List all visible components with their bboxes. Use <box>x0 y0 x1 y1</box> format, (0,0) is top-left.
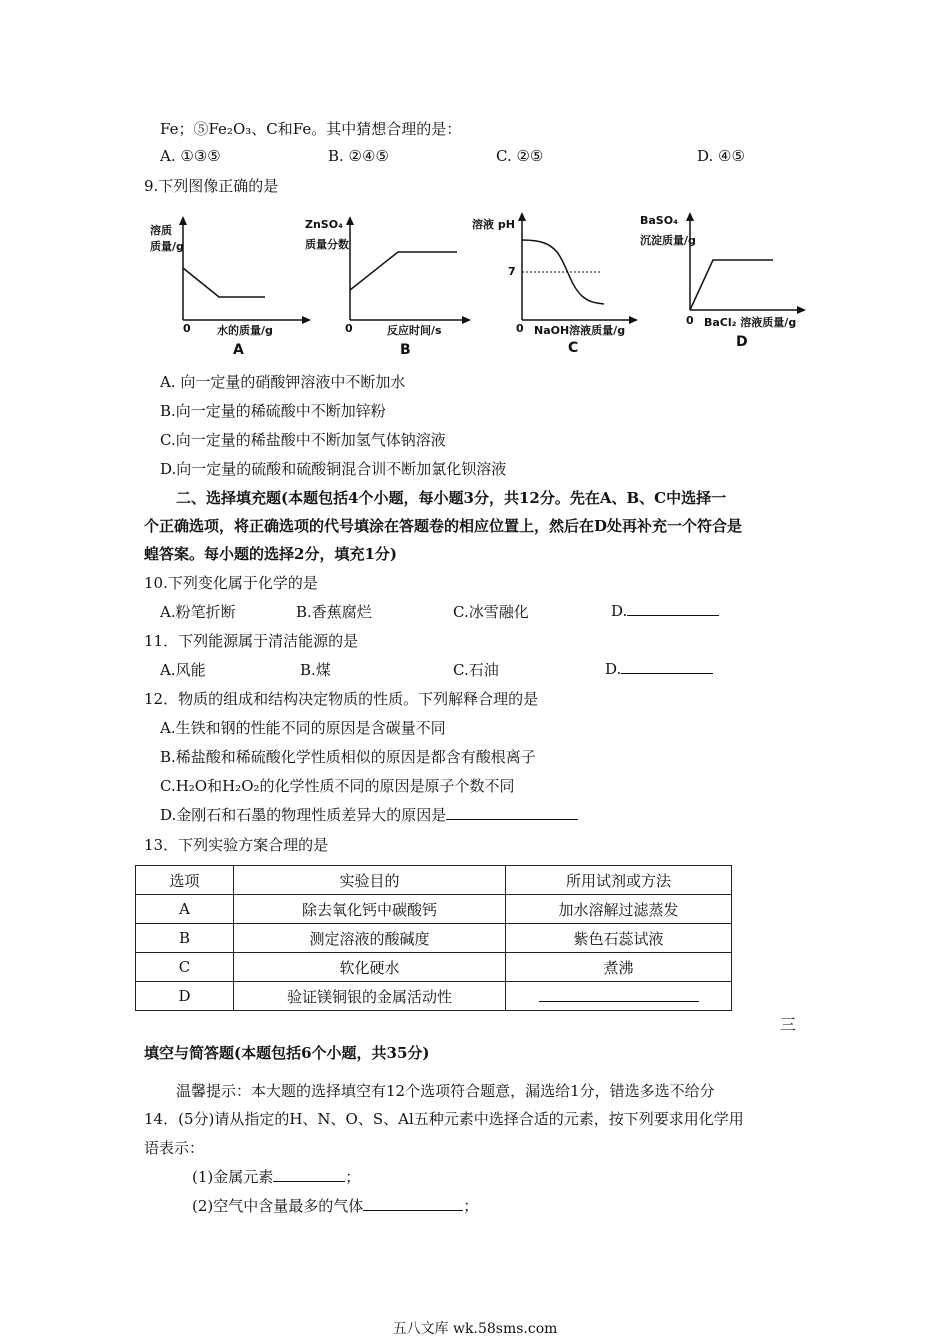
table-header-option: 选项 <box>136 866 234 895</box>
section3-title: 填空与简答题(本题包括6个小题，共35分) <box>144 1044 430 1062</box>
graph-d-x-arrow <box>797 306 806 314</box>
graph-c <box>472 210 642 360</box>
graph-d-letter: D <box>736 334 748 350</box>
graph-b-letter: B <box>400 342 411 358</box>
q8-continuation: Fe；⑤Fe₂O₃、C和Fe。其中猜想合理的是： <box>160 120 462 138</box>
q10-option-a: A.粉笔折断 <box>160 603 236 621</box>
graph-c-xlabel: NaOH溶液质量/g <box>534 324 626 337</box>
graph-a-xlabel: 水的质量/g <box>217 324 273 337</box>
graph-d <box>640 210 810 360</box>
q14-sub-1-end: ； <box>345 1168 361 1186</box>
graph-d-curve <box>690 260 773 310</box>
graph-d-xlabel: BaCl₂ 溶液质量/g <box>704 316 797 329</box>
graph-c-ylabel-1: 溶液 pH <box>472 218 515 231</box>
q10-option-d-label: D. <box>611 602 628 620</box>
q10-stem: 10.下列变化属于化学的是 <box>144 574 318 592</box>
q11-option-b: B.煤 <box>300 661 331 679</box>
q11-stem: 11．下列能源属于清洁能源的是 <box>144 632 359 650</box>
graph-a <box>145 210 315 360</box>
q12-option-a: A.生铁和钢的性能不同的原因是含碳量不同 <box>160 719 446 737</box>
q12-option-d-label: D.金刚石和石墨的物理性质差异大的原因是 <box>160 806 447 824</box>
table-header-row <box>136 866 732 895</box>
table-cell: 测定溶液的酸碱度 <box>234 924 506 953</box>
graph-a-ylabel-1: 溶质 <box>150 224 172 237</box>
q8-option-a: A. ①③⑤ <box>160 147 221 165</box>
graph-b-xlabel: 反应时间/s <box>387 324 442 337</box>
q14-sub-2-label: (2)空气中含量最多的气体 <box>192 1197 364 1215</box>
q10-option-c: C.冰雪融化 <box>453 603 529 621</box>
section3-tip: 温馨提示：本大题的选择填空有12个选项符合题意，漏选给1分，错选多选不给分 <box>176 1082 715 1100</box>
q11-option-d <box>605 659 713 678</box>
q12-answer-blank[interactable] <box>446 805 578 820</box>
q8-option-b: B. ②④⑤ <box>328 147 389 165</box>
q12-stem: 12．物质的组成和结构决定物质的性质。下列解释合理的是 <box>144 690 539 708</box>
q12-option-c: C.H₂O和H₂O₂的化学性质不同的原因是原子个数不同 <box>160 777 515 795</box>
q14-stem-line-1: 14．(5分)请从指定的H、N、O、S、Al五种元素中选择合适的元素，按下列要求用化学用 <box>144 1110 744 1128</box>
graph-b <box>305 210 475 360</box>
q14-sub-2-end: ； <box>463 1197 479 1215</box>
graph-d-ylabel-1: BaSO₄ <box>640 214 678 227</box>
graph-d-origin: 0 <box>686 314 694 327</box>
graph-a-ylabel-2: 质量/g <box>150 240 184 253</box>
graph-b-origin: 0 <box>345 322 353 335</box>
q14-stem-line-2: 语表示： <box>144 1139 205 1157</box>
table-header-purpose: 实验目的 <box>234 866 506 895</box>
graph-c-origin: 0 <box>516 322 524 335</box>
q13-stem: 13．下列实验方案合理的是 <box>144 836 329 854</box>
graph-b-y-arrow <box>346 216 354 225</box>
section2-line-1: 二、选择填充题(本题包括4个小题，每小题3分，共12分。先在A、B、C中选择一 <box>176 489 727 507</box>
graph-a-curve <box>183 268 265 297</box>
section3-number: 三 <box>780 1015 797 1034</box>
q11-option-c: C.石油 <box>453 661 499 679</box>
table-cell: B <box>136 924 234 953</box>
graph-b-ylabel-2: 质量分数 <box>305 238 349 251</box>
q10-answer-blank[interactable] <box>627 601 719 616</box>
table-cell: 加水溶解过滤蒸发 <box>506 895 732 924</box>
q14-sub-1 <box>192 1166 360 1187</box>
q9-option-a: A. 向一定量的硝酸钾溶液中不断加水 <box>160 373 406 391</box>
q14-sub-2-blank[interactable] <box>363 1196 463 1211</box>
q9-option-d: D.向一定量的硫酸和硫酸铜混合训不断加氯化钡溶液 <box>160 460 507 478</box>
table-cell: 紫色石蕊试液 <box>506 924 732 953</box>
graph-d-ylabel-2: 沉淀质量/g <box>640 234 696 247</box>
table-header-method: 所用试剂或方法 <box>506 866 732 895</box>
table-cell: C <box>136 953 234 982</box>
table-cell-blank <box>506 982 732 1011</box>
footer-watermark: 五八文库 wk.58sms.com <box>392 1321 558 1337</box>
graph-c-letter: C <box>568 340 579 356</box>
table-row <box>136 953 732 982</box>
table-row <box>136 982 732 1011</box>
q9-option-c: C.向一定量的稀盐酸中不断加氢气体钠溶液 <box>160 431 446 449</box>
graph-c-x-arrow <box>629 316 638 324</box>
q11-answer-blank[interactable] <box>621 659 713 674</box>
q14-sub-1-label: (1)金属元素 <box>192 1168 274 1186</box>
section2-line-3: 蝗答案。每小题的选择2分，填充1分) <box>144 545 397 563</box>
q11-option-a: A.风能 <box>160 661 206 679</box>
graph-c-ph7-label: 7 <box>508 265 516 278</box>
q12-option-b: B.稀盐酸和稀硫酸化学性质相似的原因是都含有酸根离子 <box>160 748 536 766</box>
q8-option-d: D. ④⑤ <box>697 147 745 165</box>
table-cell: 除去氧化钙中碳酸钙 <box>234 895 506 924</box>
graph-a-origin: 0 <box>183 322 191 335</box>
table-row <box>136 895 732 924</box>
graph-a-letter: A <box>233 342 244 358</box>
q8-option-c: C. ②⑤ <box>496 147 544 165</box>
q9-stem: 9.下列图像正确的是 <box>144 177 279 195</box>
graph-c-y-arrow <box>518 212 526 221</box>
table-cell: 软化硬水 <box>234 953 506 982</box>
q9-option-b: B.向一定量的稀硫酸中不断加锌粉 <box>160 402 386 420</box>
table-cell: 煮沸 <box>506 953 732 982</box>
q12-option-d <box>160 804 578 825</box>
q14-sub-2 <box>192 1195 478 1216</box>
graph-b-x-arrow <box>462 316 471 324</box>
section2-line-2: 个正确选项，将正确选项的代号填涂在答题卷的相应位置上，然后在D处再补充一个符合是 <box>144 517 743 535</box>
table-cell: D <box>136 982 234 1011</box>
graph-b-curve <box>350 252 457 290</box>
q10-option-d <box>611 601 719 620</box>
q13-table <box>135 865 732 1011</box>
graph-b-ylabel-1: ZnSO₄ <box>305 218 343 231</box>
q11-option-d-label: D. <box>605 660 622 678</box>
q14-sub-1-blank[interactable] <box>273 1167 345 1182</box>
q10-option-b: B.香蕉腐烂 <box>296 603 372 621</box>
table-cell: 验证镁铜银的金属活动性 <box>234 982 506 1011</box>
graph-a-y-arrow <box>179 216 187 225</box>
q13-answer-blank[interactable] <box>539 987 699 1002</box>
table-row <box>136 924 732 953</box>
graph-d-y-arrow <box>686 212 694 221</box>
table-cell: A <box>136 895 234 924</box>
